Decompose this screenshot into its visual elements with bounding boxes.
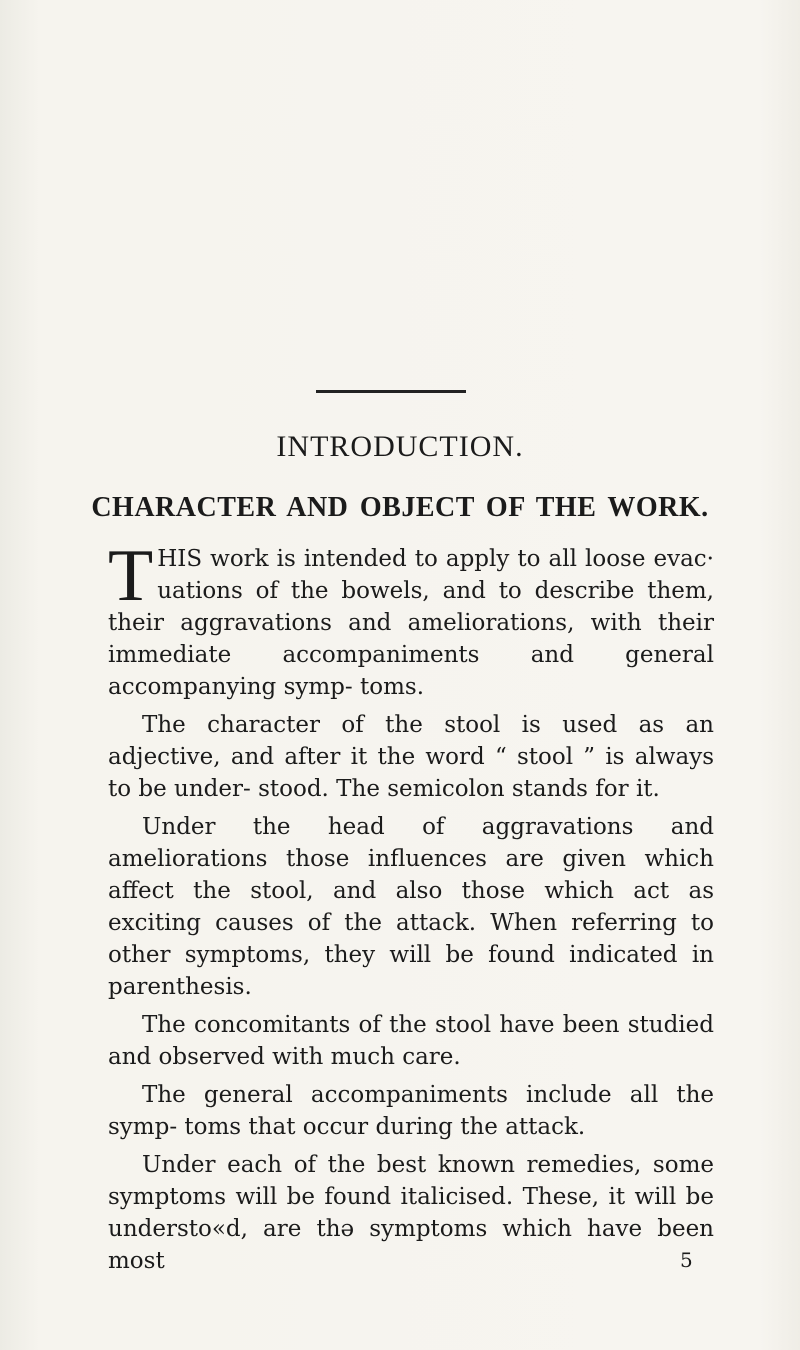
- paragraph-1-text: HIS work is intended to apply to all loose evac· uations of the bowels, and to describe them, their aggravations and ameliorations, with their immediate accompaniments and general accompanying symp- toms.: [108, 546, 714, 700]
- paragraph-3: Under the head of aggravations and ameliorations those influences are given which affect the stool, and also those which act as exciting causes of the attack. When referring to other symptoms, they will be found indicated in parenthesis.: [108, 814, 714, 1000]
- paragraph-4: The concomitants of the stool have been studied and observed with much care.: [108, 1012, 714, 1070]
- paragraph-2: The character of the stool is used as an adjective, and after it the word “ stool ” is always to be under- stood. The semicolon stands for it.: [108, 712, 714, 802]
- body-text: [108, 535, 714, 1283]
- paragraph-6: Under each of the best known remedies, some symptoms will be found italicised. These, it will be understo«d, are thə symptoms which have been most: [108, 1152, 714, 1274]
- drop-cap: T: [108, 535, 154, 617]
- section-rule: [316, 390, 466, 393]
- paragraph-5: The general accompaniments include all the symp- toms that occur during the attack.: [108, 1082, 714, 1140]
- chapter-heading: INTRODUCTION.: [276, 430, 524, 463]
- page-number: 5: [680, 1248, 693, 1272]
- section-subheading: CHARACTER AND OBJECT OF THE WORK.: [91, 492, 709, 523]
- paragraph-1: [108, 535, 714, 703]
